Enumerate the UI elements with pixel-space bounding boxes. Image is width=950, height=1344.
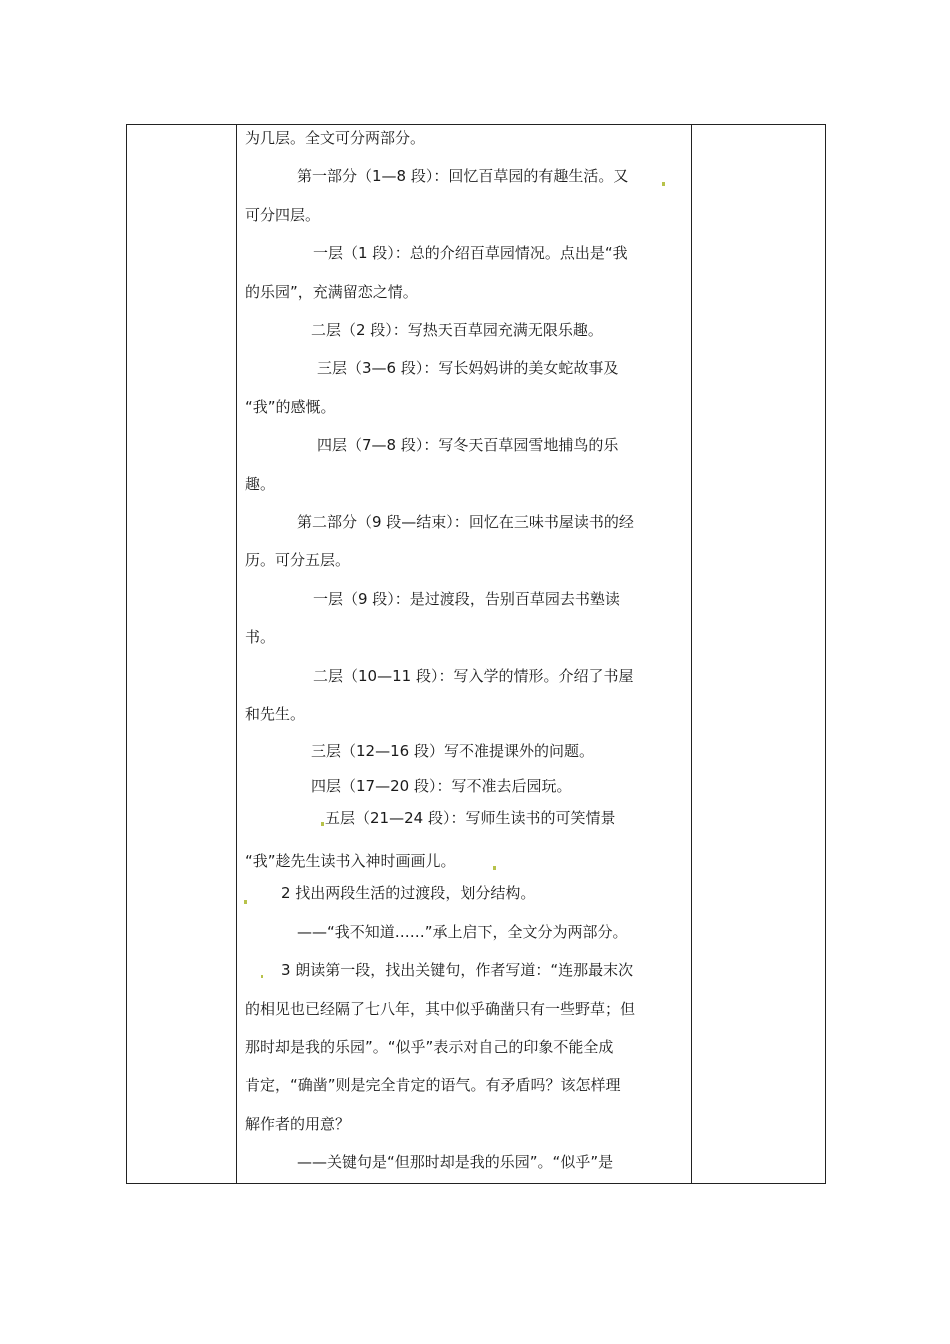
text-line: 那时却是我的乐园”。“似乎”表示对自己的印象不能全成: [245, 1038, 614, 1056]
text-line: 四层（17—20 段）：写不准去后园玩。: [311, 777, 572, 795]
right-column-cell: [691, 125, 825, 1183]
text-line: ——关键句是“但那时却是我的乐园”。“似乎”是: [297, 1153, 614, 1171]
text-line: 二层（2 段）：写热天百草园充满无限乐趣。: [311, 321, 603, 339]
text-line: 的相见也已经隔了七八年，其中似乎确凿只有一些野草；但: [245, 1000, 636, 1018]
content-cell: [245, 125, 685, 1183]
column-divider-left: [236, 125, 237, 1183]
text-line: 一层（1 段）：总的介绍百草园情况。点出是“我: [313, 244, 628, 262]
text-line: 第一部分（1—8 段）：回忆百草园的有趣生活。又: [297, 167, 629, 185]
text-line: 第二部分（9 段—结束）：回忆在三味书屋读书的经: [297, 513, 634, 531]
highlight-dot: [493, 866, 496, 870]
text-line: 三层（12—16 段）写不准提课外的问题。: [311, 742, 594, 760]
text-line: 四层（7—8 段）：写冬天百草园雪地捕鸟的乐: [317, 436, 619, 454]
text-line: 2 找出两段生活的过渡段，划分结构。: [281, 884, 536, 902]
text-line: 解作者的用意？: [245, 1115, 351, 1133]
text-line: “我”的感慨。: [245, 398, 336, 416]
text-line: 二层（10—11 段）：写入学的情形。介绍了书屋: [313, 667, 634, 685]
text-line: 一层（9 段）：是过渡段，告别百草园去书塾读: [313, 590, 620, 608]
highlight-dot: [321, 822, 324, 826]
text-line: 五层（21—24 段）：写师生读书的可笑情景: [325, 809, 616, 827]
text-line: 三层（3—6 段）：写长妈妈讲的美女蛇故事及: [317, 359, 619, 377]
text-line: ——“我不知道……”承上启下，全文分为两部分。: [297, 923, 628, 941]
highlight-dot: [261, 975, 263, 978]
text-line: 肯定，“确凿”则是完全肯定的语气。有矛盾吗？该怎样理: [245, 1076, 621, 1094]
highlight-dot: [662, 182, 665, 186]
text-line: 和先生。: [245, 705, 306, 723]
text-line: 历。可分五层。: [245, 551, 351, 569]
text-line: 趣。: [245, 475, 276, 493]
text-line: 3 朗读第一段，找出关键句，作者写道：“连那最末次: [281, 961, 634, 979]
text-line: “我”趁先生读书入神时画画儿。: [245, 852, 456, 870]
text-line: 为几层。全文可分两部分。: [245, 129, 426, 147]
text-line: 书。: [245, 628, 276, 646]
text-line: 可分四层。: [245, 206, 321, 224]
lesson-table: [126, 124, 826, 1184]
text-line: 的乐园”，充满留恋之情。: [245, 283, 418, 301]
left-column-cell: [127, 125, 236, 1183]
highlight-dot: [244, 900, 247, 904]
